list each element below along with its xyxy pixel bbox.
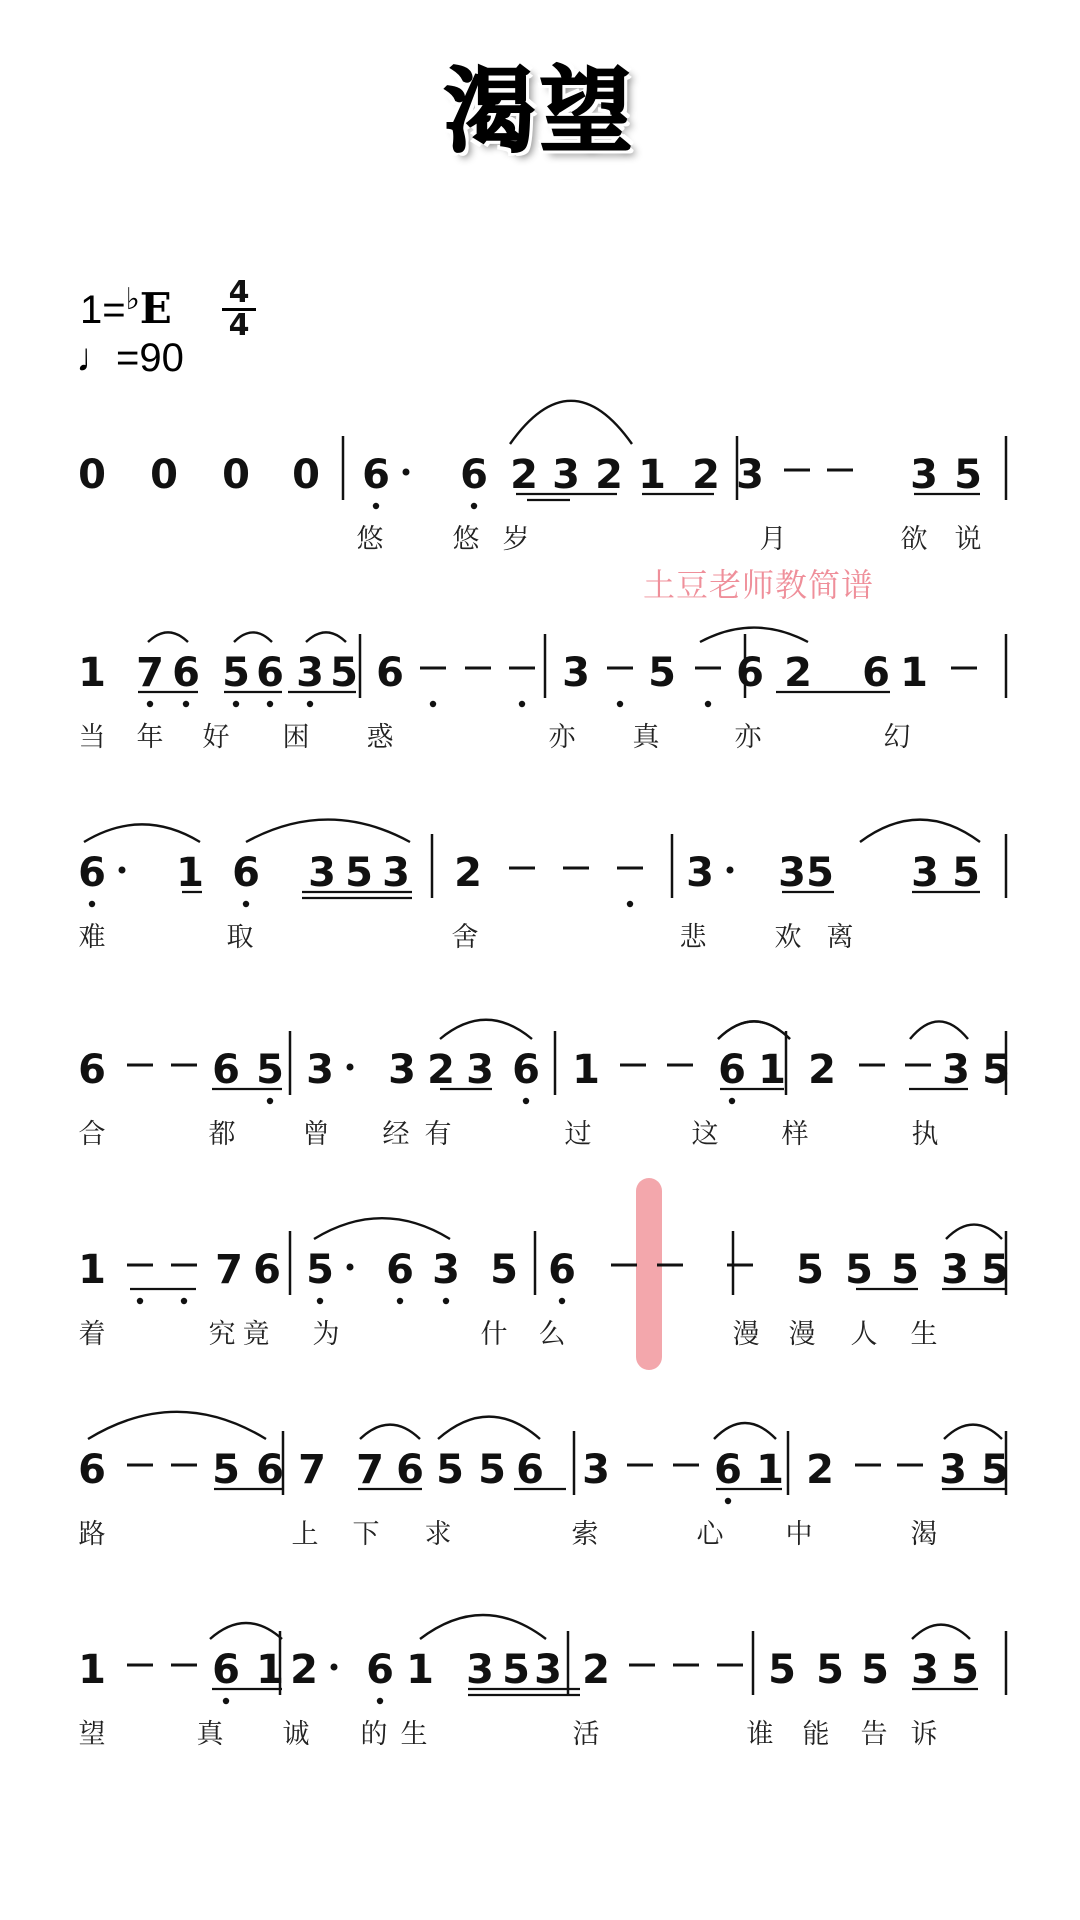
- octave-dot: [559, 1298, 565, 1304]
- note-digit: 5: [861, 1647, 889, 1693]
- note-digit: 1: [638, 452, 666, 498]
- slur-arc: [440, 1020, 532, 1039]
- note-digit: 3: [686, 850, 714, 896]
- note-digit: 7: [136, 650, 164, 696]
- lyric-char: 难: [78, 922, 106, 953]
- note-digit: 5: [436, 1447, 464, 1493]
- slur-arc: [210, 1623, 282, 1639]
- slur-arc: [234, 632, 272, 642]
- note-digit: 5: [806, 850, 834, 896]
- note-digit: 7: [215, 1247, 243, 1293]
- note-digit: 6: [718, 1047, 746, 1093]
- slur-arc: [84, 824, 200, 842]
- lyric-char: 这: [691, 1119, 719, 1150]
- lyric-char: 索: [571, 1519, 599, 1550]
- note-digit: 6: [460, 452, 488, 498]
- lyric-char: 悠: [356, 524, 384, 555]
- watermark: 土豆老师教简谱: [643, 566, 875, 604]
- note-digit: 5: [212, 1447, 240, 1493]
- octave-dot: [267, 701, 273, 707]
- lyric-char: 心: [696, 1519, 724, 1550]
- note-digit: 6: [516, 1447, 544, 1493]
- lyric-char: 悲: [679, 922, 707, 953]
- note-digit: 6: [232, 850, 260, 896]
- note-digit: 6: [862, 650, 890, 696]
- lyric-char: 生: [910, 1319, 938, 1350]
- lyric-char: 年: [136, 722, 164, 753]
- note-digit: 5: [954, 452, 982, 498]
- augmentation-dot: [347, 1064, 354, 1071]
- note-digit: 2: [692, 452, 720, 498]
- lyric-char: 过: [564, 1119, 592, 1150]
- note-digit: 5: [816, 1647, 844, 1693]
- octave-dot: [443, 1298, 449, 1304]
- note-digit: 3: [432, 1247, 460, 1293]
- lyric-char: 漫: [788, 1319, 816, 1350]
- slur-arc: [306, 632, 346, 642]
- note-digit: 5: [306, 1247, 334, 1293]
- octave-dot: [617, 701, 623, 707]
- note-digit: 5: [330, 650, 358, 696]
- note-digit: 1: [758, 1047, 786, 1093]
- note-digit: 5: [891, 1247, 919, 1293]
- note-digit: 6: [376, 650, 404, 696]
- lyric-char: 竟: [242, 1319, 270, 1350]
- note-digit: 5: [222, 650, 250, 696]
- lyric-char: 什: [480, 1319, 508, 1350]
- note-digit: 1: [78, 1247, 106, 1293]
- note-digit: 3: [582, 1447, 610, 1493]
- octave-dot: [373, 503, 379, 509]
- octave-dot: [243, 901, 249, 907]
- note-digit: 3: [534, 1647, 562, 1693]
- note-digit: 2: [595, 452, 623, 498]
- slur-arc: [718, 1021, 790, 1039]
- octave-dot: [89, 901, 95, 907]
- note-digit: 3: [778, 850, 806, 896]
- octave-dot: [267, 1098, 273, 1104]
- augmentation-dot: [331, 1664, 338, 1671]
- lyric-char: 说: [954, 524, 982, 555]
- note-digit: 2: [454, 850, 482, 896]
- octave-dot: [307, 701, 313, 707]
- key-tonic: 1: [80, 288, 103, 332]
- note-digit: 3: [939, 1447, 967, 1493]
- note-digit: 1: [176, 850, 204, 896]
- slur-arc: [510, 401, 632, 444]
- lyric-char: 人: [850, 1319, 878, 1350]
- slur-arc: [314, 1218, 450, 1239]
- note-digit: 0: [222, 452, 250, 498]
- note-digit: 3: [911, 1647, 939, 1693]
- note-digit: 1: [756, 1447, 784, 1493]
- note-digit: 1: [78, 1647, 106, 1693]
- slur-arc: [246, 820, 410, 842]
- note-digit: 3: [306, 1047, 334, 1093]
- quarter-note-icon: ♩: [76, 336, 116, 380]
- note-digit: 5: [982, 1047, 1010, 1093]
- lyric-char: 都: [208, 1119, 236, 1150]
- slur-arc: [860, 820, 980, 842]
- key-letter: E: [139, 284, 172, 333]
- note-digit: 5: [981, 1247, 1009, 1293]
- note-digit: 1: [256, 1647, 284, 1693]
- slur-arc: [700, 628, 808, 642]
- note-digit: 5: [345, 850, 373, 896]
- note-digit: 7: [356, 1447, 384, 1493]
- lyric-char: 惑: [366, 722, 394, 753]
- note-digit: 1: [78, 650, 106, 696]
- note-digit: 5: [796, 1247, 824, 1293]
- note-digit: 5: [648, 650, 676, 696]
- note-digit: 3: [736, 452, 764, 498]
- note-digit: 5: [490, 1247, 518, 1293]
- note-digit: 0: [150, 452, 178, 498]
- note-digit: 6: [256, 1447, 284, 1493]
- note-digit: 1: [572, 1047, 600, 1093]
- note-digit: 2: [808, 1047, 836, 1093]
- slur-arc: [438, 1417, 540, 1439]
- augmentation-dot: [727, 867, 734, 874]
- lyric-char: 曾: [302, 1119, 330, 1150]
- note-digit: 3: [910, 452, 938, 498]
- lyric-char: 能: [802, 1719, 830, 1750]
- lyric-char: 困: [282, 722, 310, 753]
- note-digit: 3: [388, 1047, 416, 1093]
- lyric-char: 悠: [452, 524, 480, 555]
- note-digit: 2: [806, 1447, 834, 1493]
- note-digit: 2: [427, 1047, 455, 1093]
- slur-arc: [714, 1423, 776, 1439]
- lyric-char: 执: [911, 1119, 939, 1150]
- lyric-char: 诉: [910, 1719, 938, 1750]
- note-digit: 5: [951, 1647, 979, 1693]
- note-digit: 6: [512, 1047, 540, 1093]
- lyric-char: 合: [78, 1119, 106, 1150]
- slur-arc: [360, 1425, 420, 1439]
- note-digit: 2: [290, 1647, 318, 1693]
- note-digit: 5: [981, 1447, 1009, 1493]
- octave-dot: [181, 1298, 187, 1304]
- octave-dot: [471, 503, 477, 509]
- lyric-char: 上: [291, 1519, 319, 1550]
- slur-arc: [420, 1615, 546, 1639]
- note-digit: 3: [562, 650, 590, 696]
- tempo-equals: =: [116, 336, 140, 380]
- note-digit: 5: [845, 1247, 873, 1293]
- note-digit: 1: [406, 1647, 434, 1693]
- lyric-char: 漫: [732, 1319, 760, 1350]
- note-digit: 3: [466, 1647, 494, 1693]
- lyric-char: 真: [196, 1719, 224, 1750]
- octave-dot: [223, 1698, 229, 1704]
- slur-arc: [910, 1021, 968, 1039]
- lyric-char: 欢: [774, 922, 802, 953]
- octave-dot: [317, 1298, 323, 1304]
- slur-arc: [944, 1425, 1002, 1439]
- lyric-char: 月: [759, 524, 787, 555]
- lyric-char: 生: [400, 1719, 428, 1750]
- note-digit: 5: [478, 1447, 506, 1493]
- lyric-char: 告: [860, 1719, 888, 1750]
- lyric-char: 下: [352, 1519, 380, 1550]
- lyric-char: 活: [572, 1719, 600, 1750]
- octave-dot: [725, 1498, 731, 1504]
- note-digit: 6: [212, 1647, 240, 1693]
- lyric-char: 岁: [502, 524, 530, 555]
- slur-arc: [88, 1412, 266, 1439]
- lyric-char: 求: [424, 1519, 452, 1550]
- note-digit: 6: [253, 1247, 281, 1293]
- lyric-char: 经: [382, 1119, 410, 1150]
- note-digit: 3: [308, 850, 336, 896]
- note-digit: 6: [714, 1447, 742, 1493]
- lyric-char: 么: [538, 1319, 566, 1350]
- octave-dot: [729, 1098, 735, 1104]
- octave-dot: [705, 701, 711, 707]
- note-digit: 7: [298, 1447, 326, 1493]
- note-digit: 6: [172, 650, 200, 696]
- note-digit: 0: [292, 452, 320, 498]
- note-digit: 6: [212, 1047, 240, 1093]
- lyric-char: 取: [226, 922, 254, 953]
- lyric-char: 中: [785, 1519, 813, 1550]
- note-digit: 1: [900, 650, 928, 696]
- lyric-char: 谁: [746, 1719, 774, 1750]
- lyric-char: 为: [312, 1319, 340, 1350]
- octave-dot: [397, 1298, 403, 1304]
- octave-dot: [627, 901, 633, 907]
- slur-arc: [946, 1225, 1002, 1239]
- note-digit: 3: [911, 850, 939, 896]
- note-digit: 3: [942, 1047, 970, 1093]
- lyric-char: 幻: [883, 722, 911, 753]
- time-signature-bottom: 4: [228, 308, 250, 343]
- note-digit: 2: [510, 452, 538, 498]
- lyric-char: 舍: [451, 922, 479, 953]
- time-signature-top: 4: [222, 278, 256, 311]
- note-digit: 3: [552, 452, 580, 498]
- note-digit: 5: [952, 850, 980, 896]
- note-digit: 6: [736, 650, 764, 696]
- octave-dot: [183, 701, 189, 707]
- lyric-char: 渴: [910, 1519, 938, 1550]
- lyric-char: 诚: [282, 1719, 310, 1750]
- lyric-char: 有: [424, 1119, 452, 1150]
- note-digit: 3: [296, 650, 324, 696]
- lyric-char: 究: [208, 1319, 236, 1350]
- note-digit: 5: [502, 1647, 530, 1693]
- note-digit: 6: [396, 1447, 424, 1493]
- note-digit: 3: [466, 1047, 494, 1093]
- note-digit: 6: [78, 850, 106, 896]
- lyric-char: 真: [632, 722, 660, 753]
- slur-arc: [148, 632, 188, 642]
- flat-symbol: ♭: [125, 283, 140, 316]
- note-digit: 5: [768, 1647, 796, 1693]
- lyric-char: 望: [78, 1719, 106, 1750]
- octave-dot: [377, 1698, 383, 1704]
- augmentation-dot: [119, 867, 126, 874]
- note-digit: 5: [256, 1047, 284, 1093]
- octave-dot: [430, 701, 436, 707]
- lyric-char: 的: [360, 1719, 388, 1750]
- augmentation-dot: [403, 469, 410, 476]
- note-digit: 2: [582, 1647, 610, 1693]
- lyric-char: 当: [78, 722, 106, 753]
- note-digit: 3: [941, 1247, 969, 1293]
- note-digit: 2: [784, 650, 812, 696]
- key-equals: =: [102, 288, 126, 332]
- lyric-char: 亦: [734, 722, 762, 753]
- lyric-char: 路: [78, 1519, 106, 1550]
- note-digit: 6: [548, 1247, 576, 1293]
- augmentation-dot: [347, 1264, 354, 1271]
- note-digit: 0: [78, 452, 106, 498]
- note-digit: 6: [366, 1647, 394, 1693]
- lyric-char: 好: [202, 722, 230, 753]
- note-digit: 3: [382, 850, 410, 896]
- note-digit: 6: [386, 1247, 414, 1293]
- octave-dot: [137, 1298, 143, 1304]
- octave-dot: [519, 701, 525, 707]
- tempo-bpm: 90: [139, 336, 184, 380]
- note-digit: 6: [362, 452, 390, 498]
- lyric-char: 着: [78, 1319, 106, 1350]
- song-title: 渴望: [443, 58, 636, 165]
- lyric-char: 离: [826, 922, 854, 953]
- lyric-char: 欲: [900, 524, 928, 555]
- lyric-char: 样: [781, 1119, 809, 1150]
- note-digit: 6: [78, 1047, 106, 1093]
- note-digit: 6: [256, 650, 284, 696]
- octave-dot: [147, 701, 153, 707]
- slur-arc: [912, 1625, 970, 1639]
- lyric-char: 亦: [548, 722, 576, 753]
- octave-dot: [233, 701, 239, 707]
- note-digit: 6: [78, 1447, 106, 1493]
- octave-dot: [523, 1098, 529, 1104]
